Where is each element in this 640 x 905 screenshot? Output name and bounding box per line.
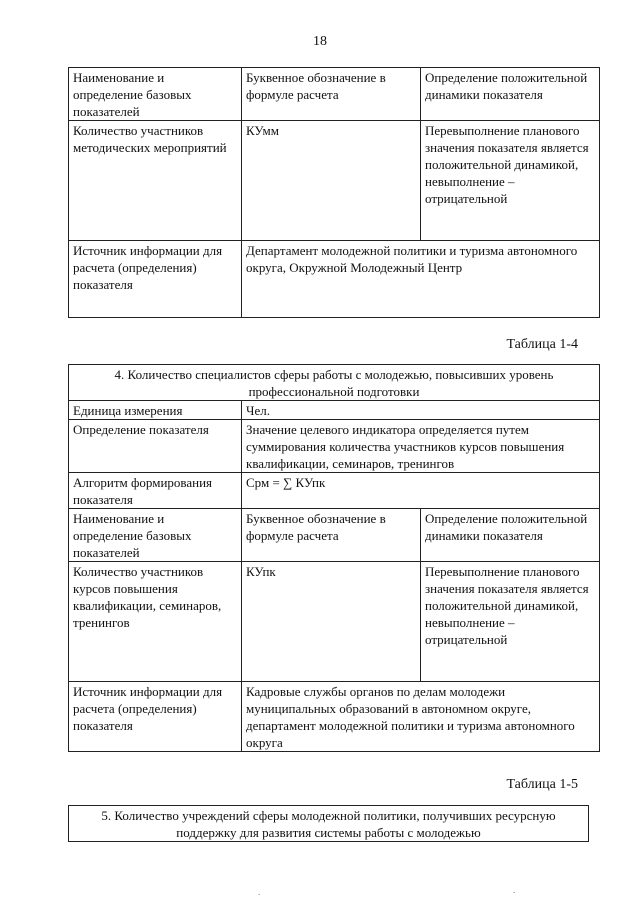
indicator-name-cell: Количество участников курсов повышения квалификации, семинаров, тренингов [69, 562, 242, 682]
definition-label: Определение показателя [69, 420, 242, 473]
unit-label: Единица измерения [69, 401, 242, 420]
source-value: Департамент молодежной политики и туризма автономного округа, Окружной Молодежный Центр [242, 241, 600, 318]
page-number: 18 [313, 34, 327, 49]
letter-designation-cell: КУмм [242, 121, 421, 241]
algorithm-formula: Срм = ∑ КУпк [242, 473, 600, 509]
table-header-row [69, 509, 600, 562]
header-letter-designation: Буквенное обозначение в формуле расчета [242, 509, 421, 562]
table-1-5 [68, 805, 589, 842]
positive-dynamics-cell: Перевыполнение планового значения показателя является положительной динамикой, невыполнение – отрицательной [421, 562, 600, 682]
algorithm-label: Алгоритм формирования показателя [69, 473, 242, 509]
table-row [69, 562, 600, 682]
source-row [69, 241, 600, 318]
definition-value: Значение целевого индикатора определяется путем суммирования количества участников курсов повышения квалификации, семинаров, тренингов [242, 420, 600, 473]
table-caption-1-5: Таблица 1-5 [506, 777, 578, 792]
source-label: Источник информации для расчета (определения) показателя [69, 682, 242, 752]
table-title-row [69, 806, 589, 842]
definition-row [69, 420, 600, 473]
table-row [69, 121, 600, 241]
unit-value: Чел. [242, 401, 600, 420]
table-title: 4. Количество специалистов сферы работы с молодежью, повысивших уровень профессиональной подготовки [69, 365, 600, 401]
scan-mark: . [513, 885, 516, 895]
header-letter-designation: Буквенное обозначение в формуле расчета [242, 68, 421, 121]
header-positive-dynamics: Определение положительной динамики показателя [421, 68, 600, 121]
source-label: Источник информации для расчета (определения) показателя [69, 241, 242, 318]
source-value: Кадровые службы органов по делам молодежи муниципальных образований в автономном округе, департамент молодежной политики и туризма автономного округа [242, 682, 600, 752]
table-continuation [68, 67, 600, 318]
indicator-name-cell: Количество участников методических мероприятий [69, 121, 242, 241]
letter-designation-cell: КУпк [242, 562, 421, 682]
positive-dynamics-cell: Перевыполнение планового значения показателя является положительной динамикой, невыполнение – отрицательной [421, 121, 600, 241]
header-base-indicators: Наименование и определение базовых показателей [69, 509, 242, 562]
table-header-row [69, 68, 600, 121]
header-base-indicators: Наименование и определение базовых показателей [69, 68, 242, 121]
table-1-4 [68, 364, 600, 752]
algorithm-row [69, 473, 600, 509]
scan-mark: . [258, 887, 261, 897]
source-row [69, 682, 600, 752]
table-caption-1-4: Таблица 1-4 [506, 337, 578, 352]
table-title-row [69, 365, 600, 401]
table-title: 5. Количество учреждений сферы молодежной политики, получивших ресурсную поддержку для развития системы работы с молодежью [69, 806, 589, 842]
header-positive-dynamics: Определение положительной динамики показателя [421, 509, 600, 562]
unit-row [69, 401, 600, 420]
